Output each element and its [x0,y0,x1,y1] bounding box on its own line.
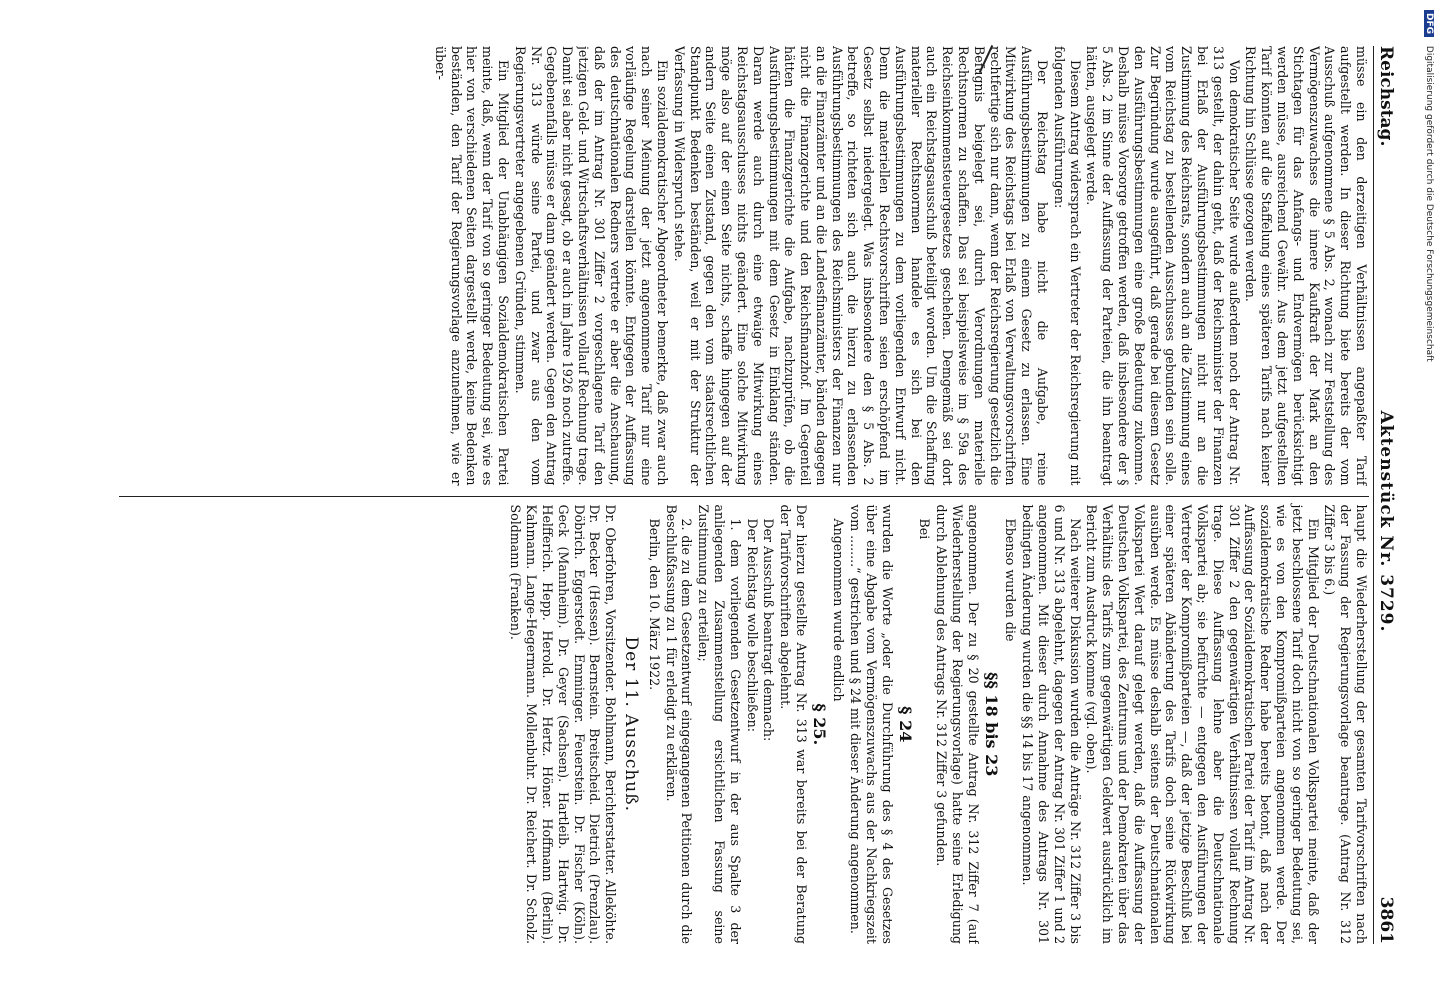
paragraph: haupt die Wiederherstellung der gesamten Tarifvorschriften nach der Fassung der Regierungsvorlage beantrage. (Antrag Nr. 312 Ziffer 3 bis 6.) [1322,504,1369,944]
paragraph: Diesem Antrag widersprach ein Vertreter der Reichsregierung mit folgenden Ausführungen: [1051,46,1083,486]
paragraph: wurden die Worte „oder die Durchführung des § 4 des Gesetzes über eine Abgabe vom Vermögenszuwachs aus der Nachkriegszeit vom ........“ gestrichen und § 24 mit dieser Änderung angenommen. [848,504,895,944]
list-item: 1. dem vorliegenden Gesetzentwurf in der aus Spalte 3 der anliegenden Zusammenstellung ersichtlichen Fassung seine Zustimmung zu erteilen; [696,504,743,944]
running-head [1373,46,1396,944]
paragraph: Ein Mitglied der Unabhängigen Sozialdemokratischen Partei meinte, daß, wenn der Tarif von so geringer Bedeutung sei, wie es hier von verschiedenen Seiten dargestellt werde, keine Bedenken beständen, den Tarif der Regierungsvorlage anzunehmen, wie er über- [432,46,511,486]
header-center: Aktenstück Nr. 3729. [1376,410,1396,633]
paragraph: Ein Mitglied der Deutschnationalen Volkspartei meinte, daß der jetzt beschlossene Tarif doch nicht von so geringer Bedeutung sei, wie es von den Kompromißparteien angenommen werde. Der sozialdemokratische Redner habe bereits betont, daß nach der Auffassung der Sozialdemokratischen Partei der Tarif im Antrag Nr. 301 Ziffer 2 den gegenwärtigen Verhältnissen vollauf Rechnung trage. Diese Auffassung lehne aber die Deutschnationale Volkspartei ab; sie befürchte — entgegen den Ausführungen der Vertreter der Kompromißparteien —, daß der jetzige Beschluß bei einer späteren Abänderung des Tarifs doch seine Rückwirkung ausüben werde. Es müsse deshalb seitens der Deutschnationalen Volkspartei Wert darauf gelegt werden, daß die Auffassung der Deutschen Volkspartei, des Zentrums und der Demokraten über das Verhältnis des Tarifs zum gegenwärtigen Geldwert ausdrücklich im Bericht zum Ausdruck komme (vgl. oben). [1084,504,1321,944]
dfg-logo: DFG [1424,10,1434,37]
paragraph: Von demokratischer Seite wurde außerdem noch der Antrag Nr. 313 gestellt, der dahin geht, daß der Reichsminister der Finanzen bei Erlaß der Ausführungsbestimmungen nicht nur an die Zustimmung des Reichsrats, sondern auch an die Zustimmung eines vom Reichstag zu bestellenden Ausschusses gebunden sein solle. Zur Begründung wurde ausgeführt, daß gerade bei diesem Gesetz den Ausführungsbestimmungen eine große Bedeutung zukomme. Deshalb müsse Vorsorge getroffen werden, daß insbesondere der § 5 Abs. 2 im Sinne der Auffassung der Parteien, die ihn beantragt hätten, ausgelegt werde. [1084,46,1242,486]
list-item: 2. die zu dem Gesetzentwurf eingegangenen Petitionen durch die Beschlußfassung zu 1 für erledigt zu erklären. [663,504,695,944]
section-heading-18-23: §§ 18 bis 23 [981,672,1001,777]
paragraph: müsse ein den derzeitigen Verhältnissen angepaßter Tarif aufgestellt werden. In dieser Richtung biete bereits der vom Ausschuß aufgenommene § 5 Abs. 2, wonach zur Feststellung des Vermögenszuwachses die innere Kaufkraft der Mark an den Stichtagen für das Anfangs- und Endvermögen berücksichtigt werden müsse, ausreichend Gewähr. Aus dem jetzt aufgestellten Tarif könnten auf die Staffelung eines späteren Tarifs nach keiner Richtung hin Schlüsse gezogen werden. [1243,46,1369,486]
paragraph: Der hierzu gestellte Antrag Nr. 313 war bereits bei der Beratung der Tarifvorschriften abgelehnt. [778,504,809,944]
digitization-sidebar [1412,0,1434,1000]
page-number: 3861 [1376,896,1396,944]
paragraph: Der Reichstag habe nicht die Aufgabe, reine Ausführungsbestimmungen zu einem Gesetz zu erlassen. Eine Mitwirkung des Reichstags bei Erlaß von Verwaltungsvorschriften rechtfertige sich nur dann, wenn der Reichsregierung gesetzlich die Befugnis beigelegt sei, durch Verordnungen materielle Rechtsnormen zu schaffen. Das sei beispielsweise im § 59a des Reichseinkommensteuergesetzes geschehen. Demgemäß sei dort auch ein Reichstagsausschuß beteiligt worden. Um die Schaffung materieller Rechtsnormen handele es sich bei den Ausführungsbestimmungen zu dem vorliegenden Entwurf nicht. Denn die materiellen Rechtsvorschriften seien erschöpfend im Gesetz selbst niedergelegt. Was insbesondere den § 5 Abs. 2 betreffe, so richteten sich auch die hierzu zu erlassenden Ausführungsbestimmungen des Reichsministers der Finanzen nur an die Finanzämter und an die Landesfinanzämter, bänden dagegen nicht die Finanzgerichte und den Reichsfinanzhof. Im Gegenteil hätten die Finanzgerichte die Aufgabe, nachzuprüfen, ob die Ausführungsbestimmungen mit dem Gesetz in Einklang ständen. Daran werde auch durch eine etwaige Mitwirkung eines Reichstagsausschusses nichts geändert. Eine solche Mitwirkung möge also auf der einen Seite nichts, schaffe hingegen auf der andern Seite einen Zustand, gegen den vom staatsrechtlichen Standpunkt Bedenken beständen, weil er mit der Struktur der Verfassung in Widerspruch stehe. [671,46,1051,486]
paragraph: Ein sozialdemokratischer Abgeordneter bemerkte, daß zwar auch nach seiner Meinung der jetzt angenommene Tarif nur eine vorläufige Regelung darstellen könnte. Entgegen der Auffassung des deutschnationalen Redners vertrete er aber die Anschauung, daß der im Antrag Nr. 301 Ziffer 2 vorgeschlagene Tarif den jetzigen Geld- und Wirtschaftsverhältnissen vollauf Rechnung trage. Damit sei aber nicht gesagt, ob er auch im Jahre 1926 noch zutreffe. Gegebenenfalls müsse er dann geändert werden. Gegen den Antrag Nr. 313 würde seine Partei, und zwar aus den vom Regierungsvertreter angegebenen Gründen, stimmen. [512,46,670,486]
committee-title: Der 11. Ausschuß. [620,636,641,812]
paragraph: Der Ausschuß beantragt demnach: [761,518,777,742]
paragraph: Ebenso wurden die [1003,518,1019,642]
committee-members: Dr. Oberfohren, Vorsitzender. Bohlmann, Berichterstatter. Alleköhte. Dr. Becker (Hessen). Bernstein. Breitscheid. Dietrich (Prenzlau). Döbrich. Eggerstedt. Emminger. Feuerstein. Dr. Fischer (Köln). Geck (Mannheim). Dr. Geyer (Sachsen). Hartleib. Hartwig. Dr. Helfferich. Hepp. Herold. Dr. Hertz. Höner. Hoffmann (Berlin). Kahmann. Lange-Hegermann. Mollenbuhr. Dr. Reichert. Dr. Scholz. Soldmann (Franken). [508,504,619,944]
paragraph: Nach weiterer Diskussion wurden die Anträge Nr. 312 Ziffer 3 bis 6 und Nr. 313 abgelehnt, dagegen der Antrag Nr. 301 Ziffer 1 und 2 angenommen. Mit dieser durch Annahme des Antrags Nr. 301 bedingten Änderung wurden die §§ 14 bis 17 angenommen. [1020,504,1083,944]
column-right [119,496,1369,945]
paragraph: Der Reichstag wolle beschließen: [744,518,760,733]
header-left: Reichstag. [1376,46,1396,147]
paragraph: Angenommen wurde endlich [831,518,847,702]
rotated-content [100,40,1400,950]
paragraph: Bei [917,518,933,540]
section-heading-24: § 24 [895,706,915,743]
section-heading-25: § 25. [809,703,829,746]
document-page [100,40,1400,960]
paragraph: angenommen. Der zu § 20 gestellte Antrag Nr. 312 Ziffer 7 (auf Wiederherstellung der Regierungsvorlage) hatte seine Erledigung durch Ablehnung des Antrags Nr. 312 Ziffer 3 gefunden. [934,504,981,944]
funding-note: Digitalisierung gefördert durch die Deutsche Forschungsgemeinschaft [1424,45,1434,362]
column-left [119,46,1369,486]
date-line: Berlin, den 10. März 1922. [646,518,662,691]
